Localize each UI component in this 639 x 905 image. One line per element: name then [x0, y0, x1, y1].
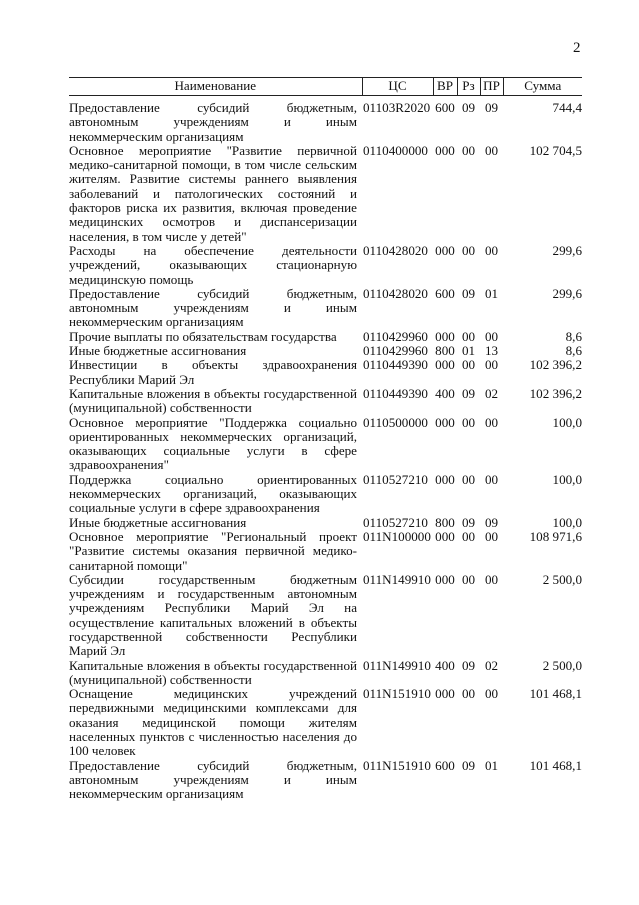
- row-name: Основное мероприятие "Региональный проект "Развитие системы оказания первичной медико-санитарной помощи": [69, 528, 357, 573]
- table-row: [69, 473, 582, 516]
- row-rz: 01: [461, 343, 476, 359]
- row-vr: 000: [435, 471, 455, 487]
- row-sum: 100,0: [552, 514, 582, 530]
- table-row: [69, 516, 582, 530]
- table-row: [69, 573, 582, 659]
- row-name: Предоставление субсидий бюджетным, автономным учреждениям и иным некоммерческим организациям: [69, 100, 357, 144]
- row-cs: 011N100000: [363, 528, 431, 544]
- table-row: [69, 759, 582, 802]
- row-pr: 00: [484, 471, 499, 487]
- row-pr: 00: [484, 414, 499, 430]
- row-pr: 13: [484, 343, 499, 359]
- row-vr: 000: [435, 414, 455, 430]
- header-rz: Рз: [457, 78, 480, 96]
- row-rz: 09: [461, 657, 476, 673]
- row-pr: 00: [484, 242, 499, 258]
- row-vr: 000: [435, 328, 455, 344]
- row-sum: 108 971,6: [529, 528, 582, 544]
- table-body: [69, 96, 582, 802]
- row-name: Субсидии государственным бюджетным учреждениям и государственным автономным учреждениям Республики Марий Эл на осуществление капитальных вложений в объекты государственной собственности Республики Марий Эл: [69, 571, 357, 659]
- row-cs: 0110429960: [363, 343, 428, 359]
- row-cs: 0110429960: [363, 328, 428, 344]
- table-row: [69, 687, 582, 758]
- row-cs: 011N151910: [363, 686, 431, 702]
- row-rz: 00: [461, 571, 476, 587]
- table-row: [69, 358, 582, 387]
- row-pr: 00: [484, 357, 499, 373]
- row-name: Предоставление субсидий бюджетным, автономным учреждениям и иным некоммерческим организациям: [69, 757, 357, 802]
- row-cs: 0110428020: [363, 242, 428, 258]
- table-row: [69, 416, 582, 473]
- row-sum: 101 468,1: [529, 757, 582, 773]
- row-rz: 09: [461, 385, 476, 401]
- row-vr: 000: [435, 686, 455, 702]
- row-rz: 00: [461, 328, 476, 344]
- row-sum: 299,6: [552, 285, 582, 301]
- row-rz: 00: [461, 471, 476, 487]
- row-sum: 102 704,5: [529, 142, 582, 158]
- row-cs: 01103R2020: [363, 100, 431, 115]
- row-name: Иные бюджетные ассигнования: [69, 514, 247, 530]
- row-rz: 00: [461, 528, 476, 544]
- table-header-row: [69, 78, 582, 96]
- row-sum: 100,0: [552, 414, 582, 430]
- row-pr: 00: [484, 528, 499, 544]
- row-name: Прочие выплаты по обязательствам государства: [69, 328, 337, 344]
- row-pr: 01: [484, 757, 499, 773]
- row-name: Расходы на обеспечение деятельности учреждений, оказывающих стационарную медицинскую помощь: [69, 242, 357, 287]
- row-vr: 600: [435, 285, 455, 301]
- row-pr: 02: [484, 385, 499, 401]
- row-rz: 09: [461, 514, 476, 530]
- table-row: [69, 344, 582, 358]
- row-rz: 00: [461, 357, 476, 373]
- row-vr: 000: [435, 142, 455, 158]
- row-name: Основное мероприятие "Развитие первичной медико-санитарной помощи, в том числе сельским жителям. Развитие системы раннего выявления заболеваний и патологических состояний и факторов риска их развития, включая проведение медицинских осмотров и диспансеризации населения, в том числе у детей": [69, 142, 357, 244]
- row-vr: 800: [435, 514, 455, 530]
- table-row: [69, 287, 582, 330]
- table-row: [69, 387, 582, 416]
- header-pr: ПР: [480, 78, 503, 96]
- row-vr: 000: [435, 571, 455, 587]
- row-pr: 00: [484, 142, 499, 158]
- row-name: Предоставление субсидий бюджетным, автономным учреждениям и иным некоммерческим организациям: [69, 285, 357, 330]
- row-rz: 00: [461, 414, 476, 430]
- row-sum: 744,4: [552, 100, 582, 115]
- row-vr: 000: [435, 242, 455, 258]
- row-cs: 0110428020: [363, 285, 428, 301]
- row-vr: 800: [435, 343, 455, 359]
- row-rz: 09: [461, 100, 476, 115]
- row-cs: 011N149910: [363, 571, 431, 587]
- row-sum: 8,6: [565, 343, 582, 359]
- row-cs: 0110527210: [363, 514, 428, 530]
- row-pr: 02: [484, 657, 499, 673]
- row-sum: 100,0: [552, 471, 582, 487]
- table-row: [69, 244, 582, 287]
- row-cs: 0110400000: [363, 142, 428, 158]
- row-cs: 0110449390: [363, 385, 428, 401]
- row-pr: 00: [484, 328, 499, 344]
- row-sum: 102 396,2: [529, 357, 582, 373]
- row-sum: 2 500,0: [542, 571, 582, 587]
- row-cs: 011N151910: [363, 757, 431, 773]
- row-sum: 299,6: [552, 242, 582, 258]
- row-cs: 0110449390: [363, 357, 428, 373]
- row-name: Основное мероприятие "Поддержка социально ориентированных некоммерческих организаций, оказывающих социальные услуги в сфере здравоохранения": [69, 414, 357, 473]
- row-rz: 00: [461, 686, 476, 702]
- row-cs: 0110500000: [363, 414, 428, 430]
- row-name: Капитальные вложения в объекты государственной (муниципальной) собственности: [69, 657, 357, 687]
- row-sum: 102 396,2: [529, 385, 582, 401]
- header-vr: ВР: [433, 78, 457, 96]
- row-vr: 400: [435, 657, 455, 673]
- table-row: [69, 330, 582, 344]
- header-sum: Сумма: [503, 78, 582, 96]
- row-rz: 09: [461, 285, 476, 301]
- row-pr: 09: [484, 100, 499, 115]
- budget-table: [69, 77, 582, 802]
- row-cs: 011N149910: [363, 657, 431, 673]
- row-vr: 000: [435, 357, 455, 373]
- row-sum: 101 468,1: [529, 686, 582, 702]
- row-pr: 01: [484, 285, 499, 301]
- row-vr: 000: [435, 528, 455, 544]
- row-pr: 00: [484, 686, 499, 702]
- row-vr: 400: [435, 385, 455, 401]
- table-row: [69, 659, 582, 688]
- header-cs: ЦС: [362, 78, 433, 96]
- row-rz: 09: [461, 757, 476, 773]
- row-sum: 8,6: [565, 328, 582, 344]
- row-sum: 2 500,0: [542, 657, 582, 673]
- row-rz: 00: [461, 242, 476, 258]
- table-row: [69, 144, 582, 244]
- row-name: Инвестиции в объекты здравоохранения Республики Марий Эл: [69, 357, 357, 387]
- header-name: Наименование: [69, 78, 362, 96]
- row-name: Капитальные вложения в объекты государственной (муниципальной) собственности: [69, 385, 357, 416]
- row-name: Поддержка социально ориентированных некоммерческих организаций, оказывающих социальные услуги в сфере здравоохранения: [69, 471, 357, 516]
- row-rz: 00: [461, 142, 476, 158]
- table-row: [69, 530, 582, 573]
- row-pr: 09: [484, 514, 499, 530]
- row-vr: 600: [435, 757, 455, 773]
- row-vr: 600: [435, 100, 455, 115]
- table-row: [69, 96, 582, 144]
- row-name: Иные бюджетные ассигнования: [69, 343, 247, 359]
- row-cs: 0110527210: [363, 471, 428, 487]
- row-name: Оснащение медицинских учреждений передвижными медицинскими комплексами для оказания медицинской помощи жителям населенных пунктов с численностью населения до 100 человек: [69, 686, 357, 759]
- row-pr: 00: [484, 571, 499, 587]
- page-number: 2: [573, 40, 581, 56]
